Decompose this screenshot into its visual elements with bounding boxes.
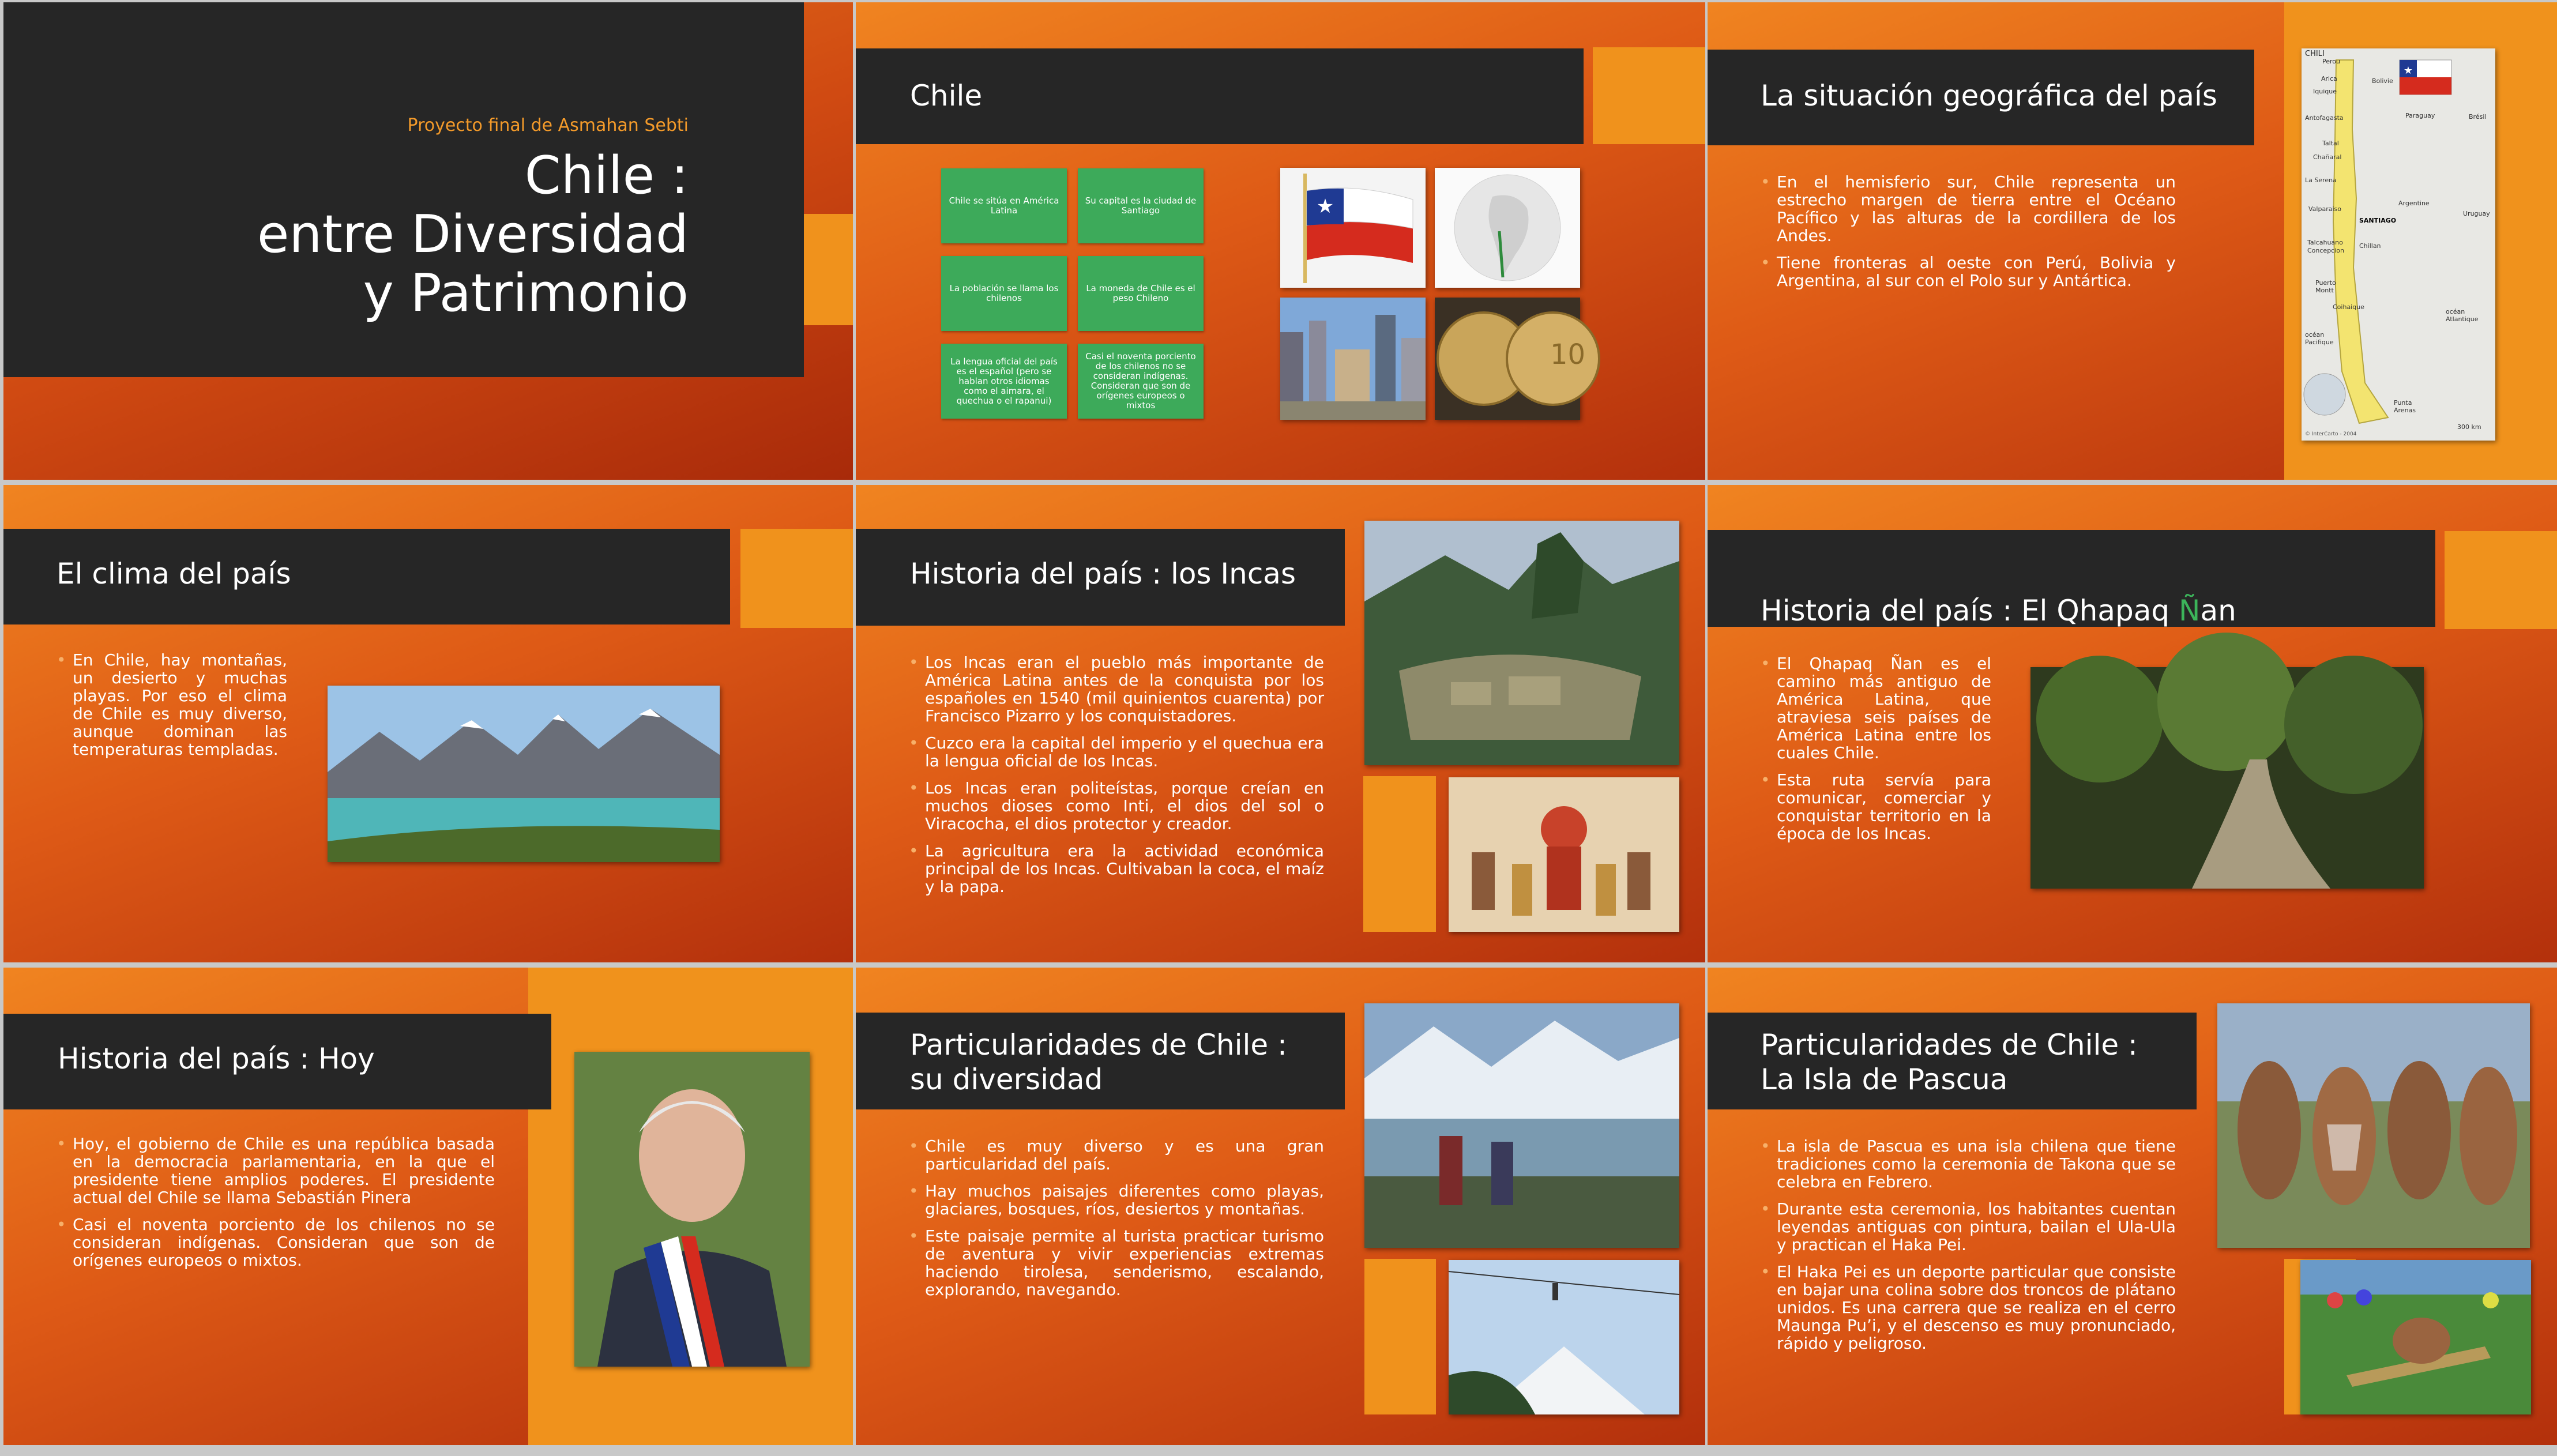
map-label: Bolivie [2372,77,2393,85]
slide-1-title[interactable] [3,2,853,480]
bullet-item: • Este paisaje permite al turista practicar turismo de aventura y vivir experiencias extremas haciendo tirolesa, senderismo, escalando, explorando, navegando. [909,1227,1324,1299]
slide-6-qhapaq-nan[interactable] [1708,485,2557,962]
map-label: Iquique [2313,88,2337,95]
map-label: Concepcion [2307,247,2344,254]
slide-title: Chile [910,79,983,112]
rapanui-dancers-image [2217,1003,2530,1248]
orange-accent [2445,531,2557,629]
map-label: La Serena [2305,176,2337,184]
map-label: Paraguay [2405,112,2435,119]
map-label: Taltal [2322,140,2339,147]
slide-8-diversity[interactable] [856,968,1705,1445]
bullet-item: • Hoy, el gobierno de Chile es una república basada en la democracia parlamentaria, en la que el presidente tiene amplios poderes. El presidente actual del Chile se llama Sebastián Pinera [57,1135,495,1206]
bullet-item: • La isla de Pascua es una isla chilena que tiene tradiciones como la ceremonia de Takona que se celebra en Febrero. [1761,1137,2176,1191]
bullet-list [1761,1137,2176,1361]
forest-path-image [2030,667,2424,889]
president-portrait-image [574,1052,810,1367]
hikers-glacier-image [1364,1003,1679,1248]
info-box-indigenous: Casi el noventa porciento de los chilenos no se consideran indígenas. Consideran que son de orígenes europeos o mixtos [1078,344,1204,419]
map-label: Talcahuano [2307,239,2343,246]
title-accent-letter: Ñ [2179,594,2201,627]
slide-9-easter-island[interactable] [1708,968,2557,1445]
chile-map-image [2302,48,2495,441]
info-box-location: Chile se sitúa en América Latina [941,168,1067,243]
map-label: Punta Arenas [2394,399,2416,414]
bullet-item: • Hay muchos paisajes diferentes como playas, glaciares, bosques, ríos, desiertos y montañas. [909,1182,1324,1218]
slide-5-incas[interactable] [856,485,1705,962]
map-label: océan Atlantique [2446,308,2479,323]
map-label: Chillan [2359,242,2381,250]
slide-7-today[interactable] [3,968,853,1445]
orange-accent [740,529,853,628]
slide-title: Particularidades de Chile : La Isla de Pascua [1761,1028,2138,1096]
bullet-item: • El Qhapaq Ñan es el camino más antiguo de América Latina, que atraviesa seis países de América Latina entre los cuales Chile. [1761,654,1991,762]
map-label: Puerto Montt [2315,279,2336,294]
title-panel [3,2,804,377]
bullet-list [57,651,287,767]
info-box-capital: Su capital es la ciudad de Santiago [1078,168,1204,243]
info-box-language: La lengua oficial del país es el español (pero se hablan otros idiomas como el aimara, el quechua o el rapanui) [941,344,1067,419]
inca-painting-image [1449,777,1679,932]
map-label: Antofagasta [2305,114,2344,122]
bullet-item: • En el hemisferio sur, Chile representa un estrecho margen de tierra entre el Océano Pacífico y las alturas de la cordillera de los Andes. [1761,173,2176,244]
map-label: Chañaral [2313,153,2342,161]
bullet-item: • Cuzco era la capital del imperio y el quechua era la lengua oficial de los Incas. [909,734,1324,770]
map-scale: 300 km [2457,423,2481,431]
slide-title: El clima del país [57,557,291,590]
bullet-list [909,653,1324,905]
santiago-city-image [1280,298,1426,420]
slide-4-climate[interactable] [3,485,853,962]
haka-pei-sled-image [2300,1260,2531,1414]
bullet-item: • El Haka Pei es un deporte particular que consiste en bajar una colina sobre dos troncos de plátano unidos. Es una carrera que se realiza en el cerro Maunga Pu’i, y el descenso es muy pronunciado, rápido y peligroso. [1761,1263,2176,1352]
map-label: Coihaique [2333,303,2364,311]
title-text-end: an [2200,594,2236,627]
orange-accent [1593,47,1705,144]
slide-title: Particularidades de Chile : su diversidad [910,1028,1287,1096]
presentation-title: Chile : entre Diversidad y Patrimonio [257,145,689,323]
bullet-item: • Esta ruta servía para comunicar, comerciar y conquistar territorio en la época de los Incas. [1761,771,1991,842]
map-label: Argentine [2398,200,2430,207]
bullet-item: • La agricultura era la actividad económica principal de los Incas. Cultivaban la coca, el maíz y la papa. [909,842,1324,896]
bullet-item: • Chile es muy diverso y es una gran particularidad del país. [909,1137,1324,1173]
map-label: SANTIAGO [2359,217,2397,224]
orange-accent [1364,1259,1436,1414]
map-label: Brésil [2469,113,2487,121]
slide-2-chile[interactable] [856,2,1705,480]
slide-title: Historia del país : los Incas [910,557,1296,590]
bullet-item: • Tiene fronteras al oeste con Perú, Bolivia y Argentina, al sur con el Polo sur y Antártica. [1761,254,2176,289]
bullet-item: • Casi el noventa porciento de los chilenos no se consideran indígenas. Consideran que son de orígenes europeos o mixtos. [57,1216,495,1269]
map-label: océan Pacifique [2305,331,2334,346]
bullet-list [1761,654,1991,852]
info-box-population: La población se llama los chilenos [941,256,1067,331]
map-label: Valparaiso [2308,205,2341,213]
map-credit: © InterCarto - 2004 [2305,431,2357,437]
presentation-subtitle: Proyecto final de Asmahan Sebti [407,115,689,136]
map-label: Perou [2322,58,2340,65]
peso-coins-image [1435,298,1586,420]
map-label: Uruguay [2463,210,2490,217]
bullet-item: • En Chile, hay montañas, un desierto y muchas playas. Por eso el clima de Chile es muy diverso, aunque dominan las temperaturas templadas. [57,651,287,758]
slide-title: La situación geográfica del país [1761,79,2217,112]
bullet-list [57,1135,495,1278]
zipline-volcano-image [1449,1260,1679,1414]
slide-title [1761,559,2236,628]
map-header: CHILI [2305,50,2325,58]
map-label: Arica [2321,75,2337,82]
svg-text:★: ★ [2403,65,2413,77]
slide-3-geography[interactable] [1708,2,2557,480]
patagonia-lake-image [328,686,720,862]
svg-text:★: ★ [1316,195,1334,218]
globe-map-image [1435,168,1580,288]
bullet-list [909,1137,1324,1308]
info-box-currency: La moneda de Chile es el peso Chileno [1078,256,1204,331]
bullet-item: • Durante esta ceremonia, los habitantes cuentan leyendas antiguas con pintura, bailan el Ula-Ula y practican el Haka Pei. [1761,1200,2176,1254]
svg-text:10: 10 [1550,338,1586,371]
bullet-list [1761,173,2176,299]
bullet-item: • Los Incas eran politeístas, porque creían en muchos dioses como Inti, el dios del sol o Viracocha, el dios protector y creador. [909,779,1324,833]
chile-flag-image [1280,168,1426,288]
slide-title: Historia del país : Hoy [58,1042,375,1075]
orange-accent [1363,776,1436,932]
bullet-item: • Los Incas eran el pueblo más importante de América Latina antes de la conquista por los españoles en 1540 (mil quinientos cuarenta) por Francisco Pizarro y los conquistadores. [909,653,1324,725]
machu-picchu-image [1364,521,1679,765]
title-text: Historia del país : El Qhapaq [1761,594,2179,627]
